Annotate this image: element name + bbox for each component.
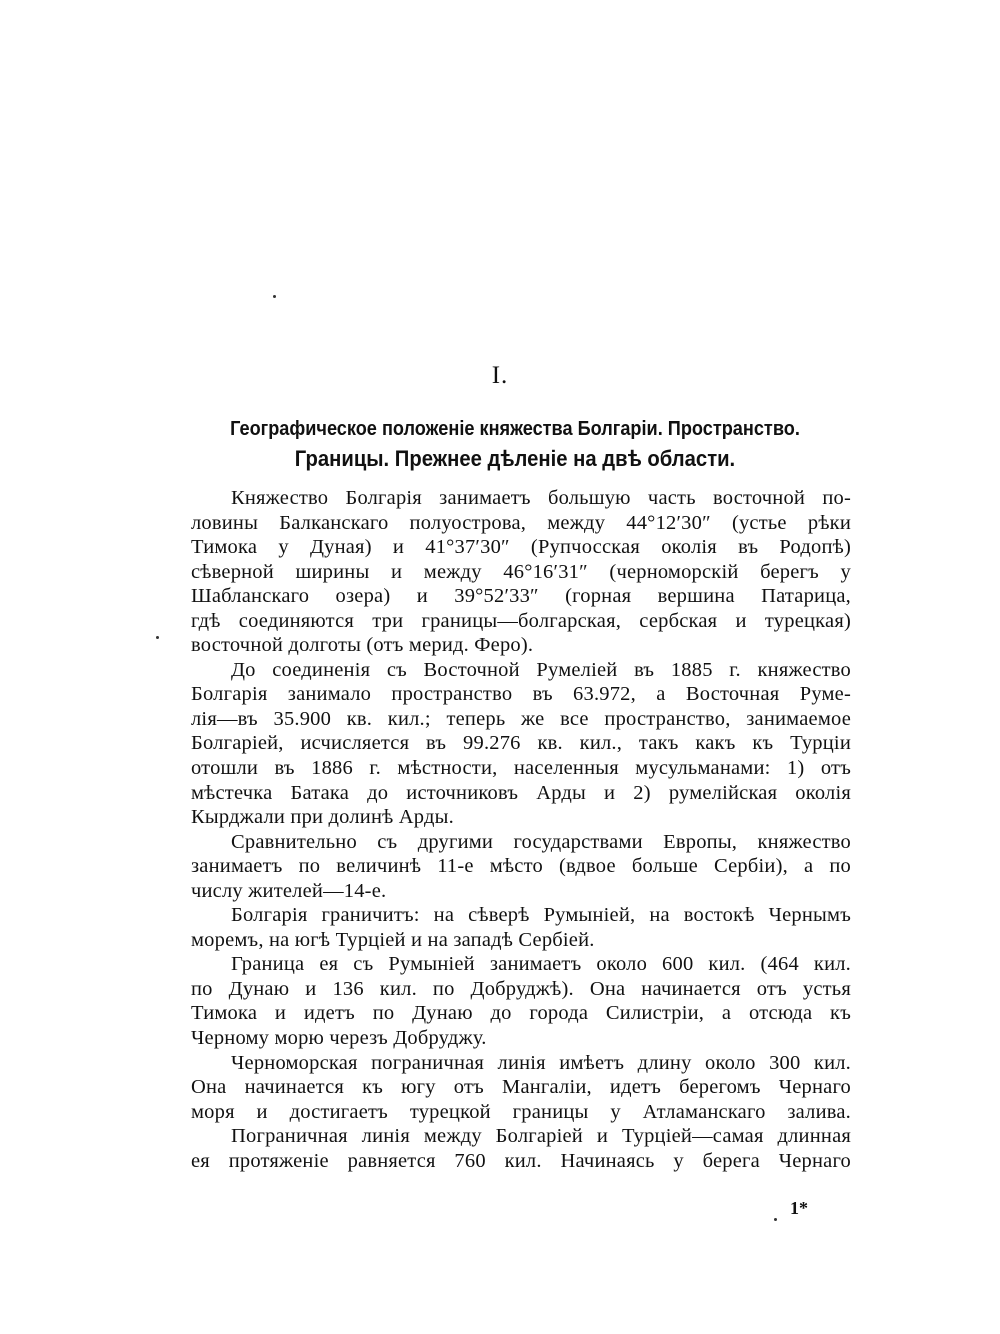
heading-line-1: Географическое положеніе княжества Болгаріи. Пространство. (230, 418, 800, 440)
text-line: Черному морю черезъ Добруджу. (191, 1027, 487, 1050)
heading-line-2: Границы. Прежнее дѣленіе на двѣ области. (294, 446, 736, 471)
print-speck (273, 295, 276, 298)
text-line: Болгаріей, исчисляется въ 99.276 кв. кил., такъ какъ къ Турціи (191, 732, 851, 755)
text-line: Тимока у Дуная) и 41°37′30″ (Рупчосская околія въ Родопѣ) (191, 536, 851, 559)
print-speck (156, 636, 159, 639)
text-line: До соединенія съ Восточной Румеліей въ 1885 г. княжество (231, 658, 851, 681)
text-line: мѣстечка Батака до источниковъ Арды и 2) румелійская околія (191, 781, 851, 804)
text-line: Сравнительно съ другими государствами Европы, княжество (231, 830, 851, 853)
text-line: ловины Балканскаго полуострова, между 44°12′30″ (устье рѣки (191, 511, 851, 534)
text-line: сѣверной ширины и между 46°16′31″ (черноморскій берегъ у (191, 560, 851, 583)
text-line: Граница ея съ Румыніей занимаетъ около 600 кил. (464 кил. (231, 953, 851, 976)
text-line: Тимока и идетъ по Дунаю до города Силистріи, а отсюда къ (191, 1002, 851, 1025)
text-line: отошли въ 1886 г. мѣстности, населенныя мусульманами: 1) отъ (191, 757, 851, 780)
page-signature: 1* (790, 1198, 808, 1218)
print-speck (774, 1218, 777, 1221)
text-line: ея протяженіе равняется 760 кил. Начинаясь у берега Чернаго (191, 1149, 851, 1172)
text-line: Шабланскаго озера) и 39°52′33″ (горная вершина Патарица, (191, 585, 851, 608)
text-line: Болгарія занимало пространство въ 63.972, а Восточная Руме- (191, 683, 851, 706)
chapter-number: I. (491, 362, 509, 389)
body-text (191, 486, 851, 1173)
chapter-heading (227, 414, 803, 474)
text-line: лія—въ 35.900 кв. кил.; теперь же все пространство, занимаемое (191, 707, 851, 730)
text-line: по Дунаю и 136 кил. по Добруджѣ). Она начинается отъ устья (191, 977, 851, 1000)
text-line: моря и достигаетъ турецкой границы у Атламанскаго залива. (191, 1100, 851, 1123)
text-line: Она начинается къ югу отъ Мангаліи, идетъ берегомъ Чернаго (191, 1076, 851, 1099)
text-line: Кырджали при долинѣ Арды. (191, 806, 454, 829)
text-line: занимаетъ по величинѣ 11-е мѣсто (вдвое больше Сербіи), а по (191, 855, 851, 878)
text-line: числу жителей—14-е. (191, 879, 387, 902)
text-line: Болгарія граничитъ: на сѣверѣ Румыніей, на востокѣ Чернымъ (231, 904, 851, 927)
text-line: Черноморская пограничная линія имѣетъ длину около 300 кил. (231, 1051, 851, 1074)
text-line: Княжество Болгарія занимаетъ большую часть восточной по- (231, 487, 851, 509)
text-line: Пограничная линія между Болгаріей и Турціей—самая длинная (231, 1125, 851, 1148)
text-line: гдѣ соединяются три границы—болгарская, сербская и турецкая) (191, 609, 851, 632)
text-line: восточной долготы (отъ мерид. Феро). (191, 634, 534, 657)
text-line: моремъ, на югѣ Турціей и на западѣ Сербіей. (191, 928, 595, 951)
